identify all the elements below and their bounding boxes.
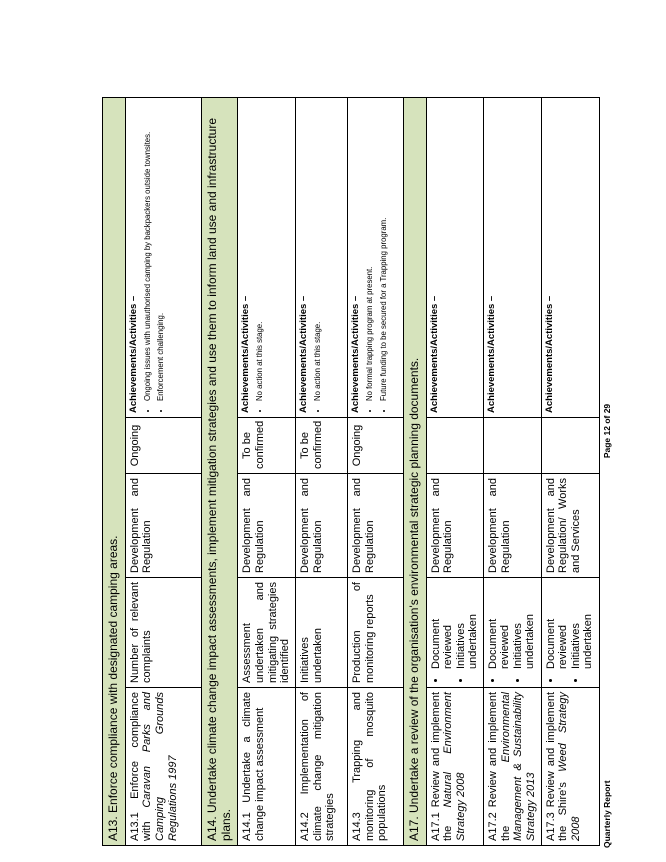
table-row — [426, 97, 483, 845]
achievements-title: Achievements/Activities – — [240, 295, 252, 413]
table-row — [125, 97, 201, 845]
measure-cell — [426, 578, 483, 688]
timeframe-cell: Ongoing — [125, 418, 201, 474]
timeframe-cell — [484, 418, 542, 474]
action-cell: A17.1 Review and implement the Natural Environment Strategy 2008 — [426, 688, 483, 846]
action-cell: A14.3 Trapping and monitoring of mosquito populations — [347, 688, 403, 846]
responsibility-cell: Development and Regulation — [125, 474, 201, 578]
section-title: A17. Undertake a review of the organisation's environmental strategic planning documents. — [403, 97, 426, 845]
action-cell: A13.1 Enforce compliance with Caravan Parks and Camping Grounds Regulations 1997 — [125, 688, 201, 846]
measure-list — [487, 582, 536, 683]
measure-cell — [541, 578, 599, 688]
achievements-cell — [238, 97, 296, 417]
measure-cell: Initiatives undertaken — [295, 578, 347, 688]
list-item: • No action at this stage. — [255, 102, 265, 401]
section-title: A13. Enforce compliance with designated camping areas. — [103, 97, 126, 845]
measure-list — [545, 582, 594, 683]
table-row — [541, 97, 599, 845]
action-cell: A14.1 Undertake a climate change impact assessment — [238, 688, 296, 846]
achievements-title: Achievements/Activities – — [428, 295, 440, 413]
achievements-title: Achievements/Activities – — [486, 295, 498, 413]
list-item: • Document reviewed — [487, 582, 511, 669]
achievements-title: Achievements/Activities – — [543, 295, 555, 413]
achievements-title: Achievements/Activities – — [297, 295, 309, 413]
list-item: • Document reviewed — [545, 582, 569, 669]
list-item: • Initiatives undertaken — [455, 582, 479, 669]
achievements-title: Achievements/Activities – — [349, 295, 361, 413]
action-cell: A14.2 Implementation of climate change mitigation strategies — [295, 688, 347, 846]
page-number: Page 12 of 29 — [602, 403, 612, 459]
table-row — [484, 97, 542, 845]
section-header — [403, 97, 426, 845]
measure-cell: Number of relevant complaints — [125, 578, 201, 688]
list-item: • Enforcement challenging. — [156, 102, 166, 401]
achievements-cell — [484, 97, 542, 417]
action-cell: A17.2 Review and implement the Environmental Management & Sustainability Strategy 2013 — [484, 688, 542, 846]
achievements-list — [143, 102, 166, 413]
timeframe-cell: Ongoing — [347, 418, 403, 474]
action-cell: A17.3 Review and implement the Shire's Weed Strategy 2008 — [541, 688, 599, 846]
table-row — [295, 97, 347, 845]
list-item: • Ongoing issues with unauthorised camping by backpackers outside townsites. — [143, 102, 153, 401]
section-title: A14. Undertake climate change impact assessments, implement mitigation strategies and use them to inform land use and infrastructure plans. — [201, 97, 238, 845]
timeframe-cell — [426, 418, 483, 474]
achievements-cell — [347, 97, 403, 417]
page-footer — [598, 0, 618, 862]
timeframe-cell — [541, 418, 599, 474]
report-title: Quarterly Report — [602, 780, 612, 848]
achievements-cell — [295, 97, 347, 417]
achievements-list — [255, 102, 265, 413]
list-item: • No action at this stage. — [313, 102, 323, 401]
list-item: • No formal trapping program at present. — [365, 102, 375, 401]
list-item: • Future funding to be secured for a Trapping program. — [379, 102, 389, 401]
table-row — [238, 97, 296, 845]
responsibility-cell: Development and Regulation — [484, 474, 542, 578]
responsibility-cell: Development and Regulation — [426, 474, 483, 578]
measure-list — [430, 582, 479, 683]
measure-cell: Assessment undertaken and mitigating strategies identified — [238, 578, 296, 688]
measure-cell: Production of monitoring reports — [347, 578, 403, 688]
list-item: • Initiatives undertaken — [570, 582, 594, 669]
achievements-cell — [426, 97, 483, 417]
list-item: • Document reviewed — [430, 582, 454, 669]
timeframe-cell: To be confirmed — [238, 418, 296, 474]
responsibility-cell: Development and Regulation — [295, 474, 347, 578]
list-item: • Initiatives undertaken — [512, 582, 536, 669]
achievements-cell — [125, 97, 201, 417]
achievements-list — [365, 102, 388, 413]
action-plan-table — [102, 97, 600, 846]
section-header — [201, 97, 238, 845]
achievements-title: Achievements/Activities – — [127, 295, 139, 413]
table-row — [347, 97, 403, 845]
section-header — [103, 97, 126, 845]
responsibility-cell: Development and Regulation — [347, 474, 403, 578]
achievements-list — [313, 102, 323, 413]
timeframe-cell: To be confirmed — [295, 418, 347, 474]
responsibility-cell: Development and Regulation — [238, 474, 296, 578]
responsibility-cell: Development and Regulation/ Works and Services — [541, 474, 599, 578]
achievements-cell — [541, 97, 599, 417]
measure-cell — [484, 578, 542, 688]
